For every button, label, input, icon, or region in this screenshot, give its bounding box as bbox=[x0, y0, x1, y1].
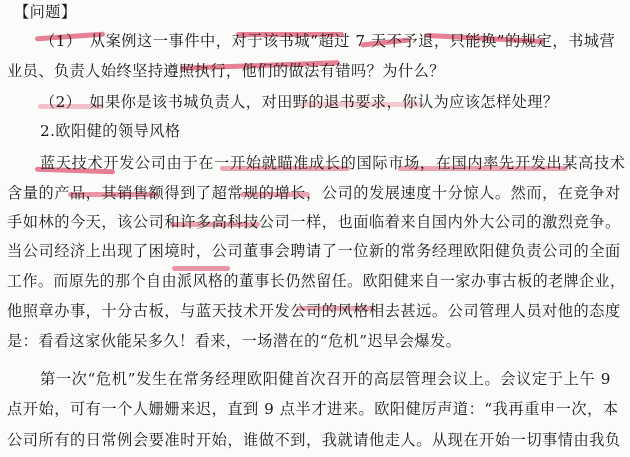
text-line: 第一次“危机”发生在常务经理欧阳健首次召开的高层管理会议上。会议定于上午 9 bbox=[40, 370, 612, 388]
text-line: （1） 从案例这一事件中，对于该书城“超过 7 天不予退，只能换”的规定，书城营 bbox=[40, 32, 616, 50]
text-line: （2） 如果你是该书城负责人，对田野的退书要求，你认为应该怎样处理？ bbox=[40, 93, 559, 111]
text-line: 手如林的今天，该公司和许多高科技公司一样，也面临着来自国内外大公司的激烈竞争。 bbox=[7, 213, 621, 231]
text-line: 蓝天技术开发公司由于在一开始就瞄准成长的国际市场，在国内率先开发出某高技术 bbox=[40, 154, 626, 172]
text-line: 公司所有的日常例会要准时开始，谁做不到，我就请他走人。从现在开始一切事情由我负 bbox=[7, 431, 621, 449]
text-line: 业员、负责人始终坚持遵照执行，他们的做法有错吗？为什么？ bbox=[7, 62, 445, 80]
text-line: 是：看看这家伙能呆多久！看来，一场潜在的“危机”迟早会爆发。 bbox=[7, 332, 462, 350]
section-title: 2.欧阳健的领导风格 bbox=[40, 122, 181, 140]
text-line: 工作。而原先的那个自由派风格的董事长仍然留任。欧阳健来自一家办事古板的老牌企业， bbox=[7, 272, 626, 290]
text-line: 点开始，可有一个人姗姗来迟，直到 9 点半才进来。欧阳健厉声道：“我再重申一次，本 bbox=[7, 400, 619, 418]
text-line: 含量的产品，其销售额得到了超常规的增长，公司的发展速度十分惊人。然而，在竞争对 bbox=[7, 184, 621, 202]
text-line: 当公司经济上出现了困境时，公司董事会聘请了一位新的常务经理欧阳健负责公司的全面 bbox=[7, 242, 621, 260]
text-line: 他照章办事，十分古板，与蓝天技术开发公司的风格相去甚远。公司管理人员对他的态度 bbox=[7, 302, 621, 320]
question-heading: 【问题】 bbox=[14, 3, 77, 21]
